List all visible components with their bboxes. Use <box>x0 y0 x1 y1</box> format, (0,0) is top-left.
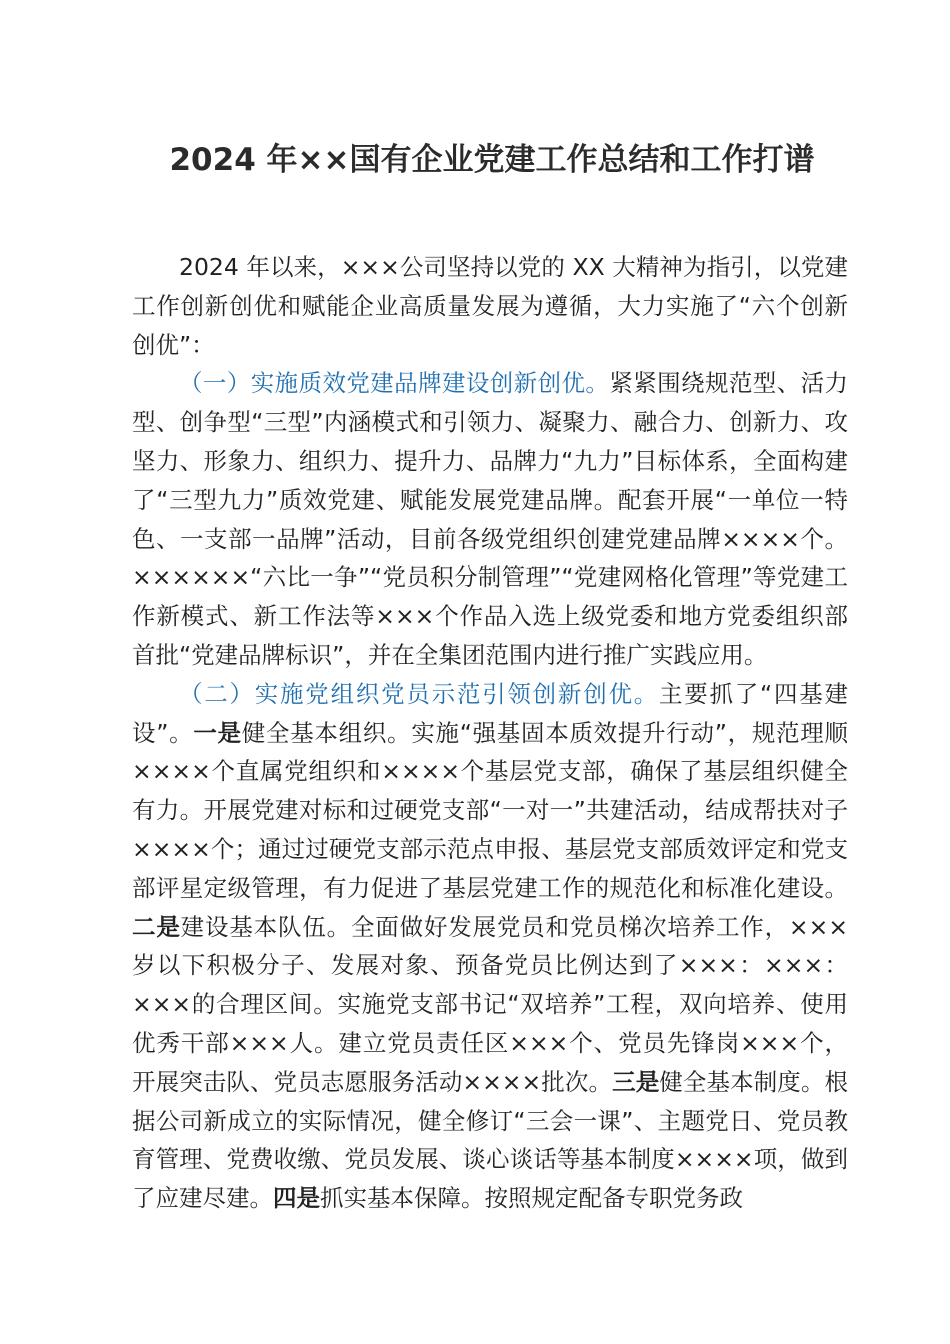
point-3-label: 三是 <box>612 1067 660 1096</box>
point-3-text: 健全基本制度。根据公司新成立的实际情况，健全修订“三会一课”、主题党日、党员教育管理、党费收缴、党员发展、谈心谈话等基本制度××××项，做到了应建尽建。 <box>132 1067 849 1213</box>
point-2-text: 建设基本队伍。全面做好发展党员和党员梯次培养工作，×××岁以下积极分子、发展对象、预备党员比例达到了×××：×××：×××的合理区间。实施党支部书记“双培养”工程，双向培养、使用优秀干部×××人。建立党员责任区×××个、党员先锋岗×××个，开展突击队、党员志愿服务活动××××批次。 <box>132 912 849 1096</box>
document-body <box>132 248 848 1218</box>
section-1-paragraph <box>132 364 848 674</box>
point-4-label: 四是 <box>273 1184 320 1213</box>
section-2-paragraph <box>132 675 848 1218</box>
point-4-text: 抓实基本保障。按照规定配备专职党务政 <box>320 1184 743 1213</box>
section-1-heading: （一）实施质效党建品牌建设创新创优。 <box>179 369 610 398</box>
document-title: 2024 年××国有企业党建工作总结和工作打谱 <box>169 142 815 178</box>
point-1-label: 一是 <box>193 718 242 747</box>
point-1-text: 健全基本组织。实施“强基固本质效提升行动”，规范理顺××××个直属党组织和××××个基层党支部，确保了基层组织健全有力。开展党建对标和过硬党支部“一对一”共建活动，结成帮扶对子××××个；通过过硬党支部示范点申报、基层党支部质效评定和党支部评星定级管理，有力促进了基层党建工作的规范化和标准化建设。 <box>132 718 848 902</box>
section-2-lead: 主要抓了“四基建设”。 <box>132 679 848 747</box>
point-2-label: 二是 <box>132 912 181 941</box>
intro-paragraph: 2024 年以来，×××公司坚持以党的 XX 大精神为指引，以党建工作创新创优和赋能企业高质量发展为遵循，大力实施了“六个创新创优”： <box>132 253 848 359</box>
section-2-heading: （二）实施党组织党员示范引领创新创优。 <box>179 679 659 708</box>
section-1-text: 紧紧围绕规范型、活力型、创争型“三型”内涵模式和引领力、凝聚力、融合力、创新力、攻坚力、形象力、组织力、提升力、品牌力“九力”目标体系，全面构建了“三型九力”质效党建、赋能发展党建品牌。配套开展“一单位一特色、一支部一品牌”活动，目前各级党组织创建党建品牌××××个。××××××“六比一争”“党员积分制管理”“党建网格化管理”等党建工作新模式、新工作法等×××个作品入选上级党委和地方党委组织部首批“党建品牌标识”，并在全集团范围内进行推广实践应用。 <box>132 369 849 669</box>
